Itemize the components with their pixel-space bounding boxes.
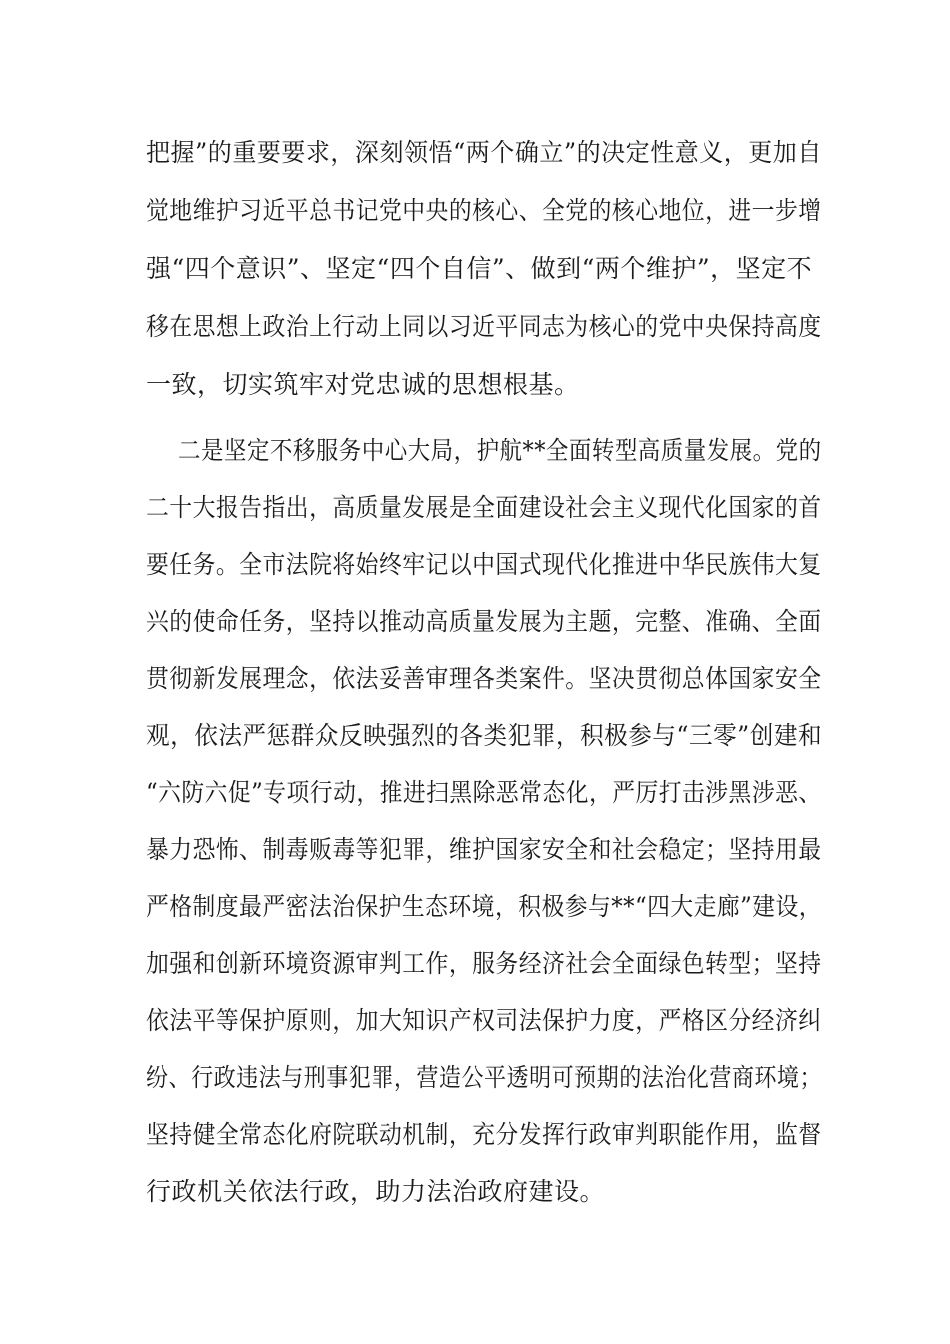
text-line: 加强和创新环境资源审判工作，服务经济社会全面绿色转型；坚持	[146, 949, 822, 978]
text-line: 移在思想上政治上行动上同以习近平同志为核心的党中央保持高度	[146, 312, 822, 341]
text-line: “六防六促”专项行动，推进扫黑除恶常态化，严厉打击涉黑涉恶、	[146, 778, 822, 807]
text-line: 纷、行政违法与刑事犯罪，营造公平透明可预期的法治化营商环境；	[146, 1063, 823, 1092]
text-line: 二十大报告指出，高质量发展是全面建设社会主义现代化国家的首	[146, 493, 822, 522]
text-line: 要任务。全市法院将始终牢记以中国式现代化推进中华民族伟大复	[146, 550, 822, 579]
text-line: 强“四个意识”、坚定“四个自信”、做到“两个维护”，坚定不	[146, 254, 813, 283]
text-line: 兴的使命任务，坚持以推动高质量发展为主题，完整、准确、全面	[146, 607, 822, 636]
text-line: 行政机关依法行政，助力法治政府建设。	[146, 1177, 606, 1206]
text-line: 暴力恐怖、制毒贩毒等犯罪，维护国家安全和社会稳定；坚持用最	[146, 835, 822, 864]
text-line: 坚持健全常态化府院联动机制，充分发挥行政审判职能作用，监督	[146, 1120, 822, 1149]
text-line: 依法平等保护原则，加大知识产权司法保护力度，严格区分经济纠	[146, 1006, 822, 1035]
text-line: 观，依法严惩群众反映强烈的各类犯罪，积极参与“三零”创建和	[146, 721, 823, 750]
text-line: 严格制度最严密法治保护生态环境，积极参与**“四大走廊”建设，	[146, 892, 823, 921]
text-line: 觉地维护习近平总书记党中央的核心、全党的核心地位，进一步增	[146, 196, 822, 225]
text-line: 二是坚定不移服务中心大局，护航**全面转型高质量发展。党的	[178, 436, 822, 465]
text-line: 贯彻新发展理念，依法妥善审理各类案件。坚决贯彻总体国家安全	[146, 664, 822, 693]
text-line: 把握”的重要要求，深刻领悟“两个确立”的决定性意义，更加自	[146, 138, 822, 167]
text-line: 一致，切实筑牢对党忠诚的思想根基。	[146, 370, 580, 399]
